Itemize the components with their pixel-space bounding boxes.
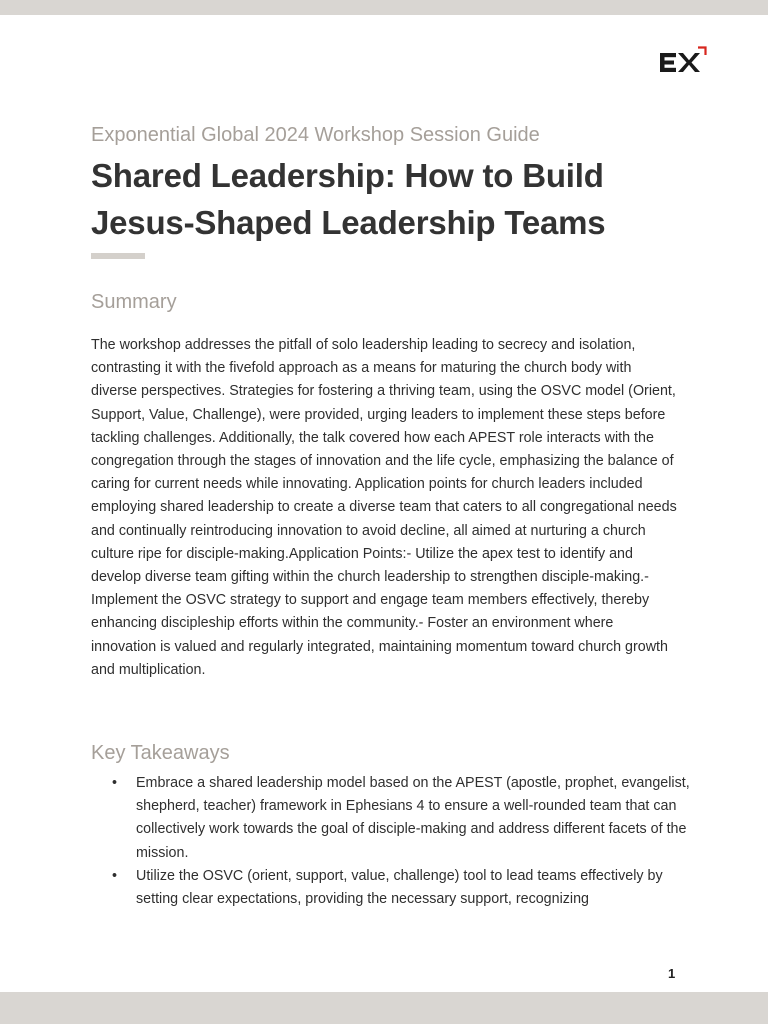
key-takeaways-list	[91, 772, 691, 911]
document-subtitle: Exponential Global 2024 Workshop Session Guide	[91, 124, 540, 146]
document-title: Shared Leadership: How to Build Jesus-Shaped Leadership Teams	[91, 157, 606, 241]
key-takeaways-heading: Key Takeaways	[91, 742, 230, 764]
takeaway-item	[91, 865, 691, 911]
bullet-marker: •	[112, 775, 118, 791]
summary-paragraph: The workshop addresses the pitfall of solo leadership leading to secrecy and isolation, contrasting it with the fivefold approach as a means for maturing the church body with diverse perspectives. Strategies for fostering a thriving team, using the OSVC model (Orient, Support, Value, Challenge), were provided, urging leaders to implement these steps before tackling challenges. Additionally, the talk covered how each APEST role interacts with the congregation through the stages of innovation and the life cycle, emphasizing the balance of caring for current needs while innovating. Application points for church leaders included employing shared leadership to create a diverse team that caters to all congregational needs and continually reintroducing innovation to avoid decline, all aimed at nurturing a church culture ripe for disciple-making.Application Points:- Utilize the apex test to identify and develop diverse team gifting within the church leadership to strengthen disciple-making.- Implement the OSVC strategy to support and engage team members effectively, thereby enhancing discipleship efforts within the community.- Foster an environment where innovation is valued and regularly integrated, maintaining momentum toward church growth and multiplication.	[91, 337, 677, 678]
takeaway-text: Embrace a shared leadership model based on the APEST (apostle, prophet, evangelist, shepherd, teacher) framework in Ephesians 4 to ensure a well-rounded team that can collectively work towards the goal of disciple-making and address different facets of the mission.	[136, 775, 690, 861]
title-divider	[91, 253, 145, 259]
bullet-marker: •	[112, 867, 118, 884]
summary-heading: Summary	[91, 291, 177, 313]
takeaway-text: Utilize the OSVC (orient, support, value, challenge) tool to lead teams effectively by setting clear expectations, providing the necessary support, recognizing	[136, 867, 663, 908]
page-number: 1	[668, 966, 676, 981]
takeaway-item	[91, 772, 691, 865]
document-page	[0, 15, 768, 992]
exponential-logo	[660, 46, 708, 76]
